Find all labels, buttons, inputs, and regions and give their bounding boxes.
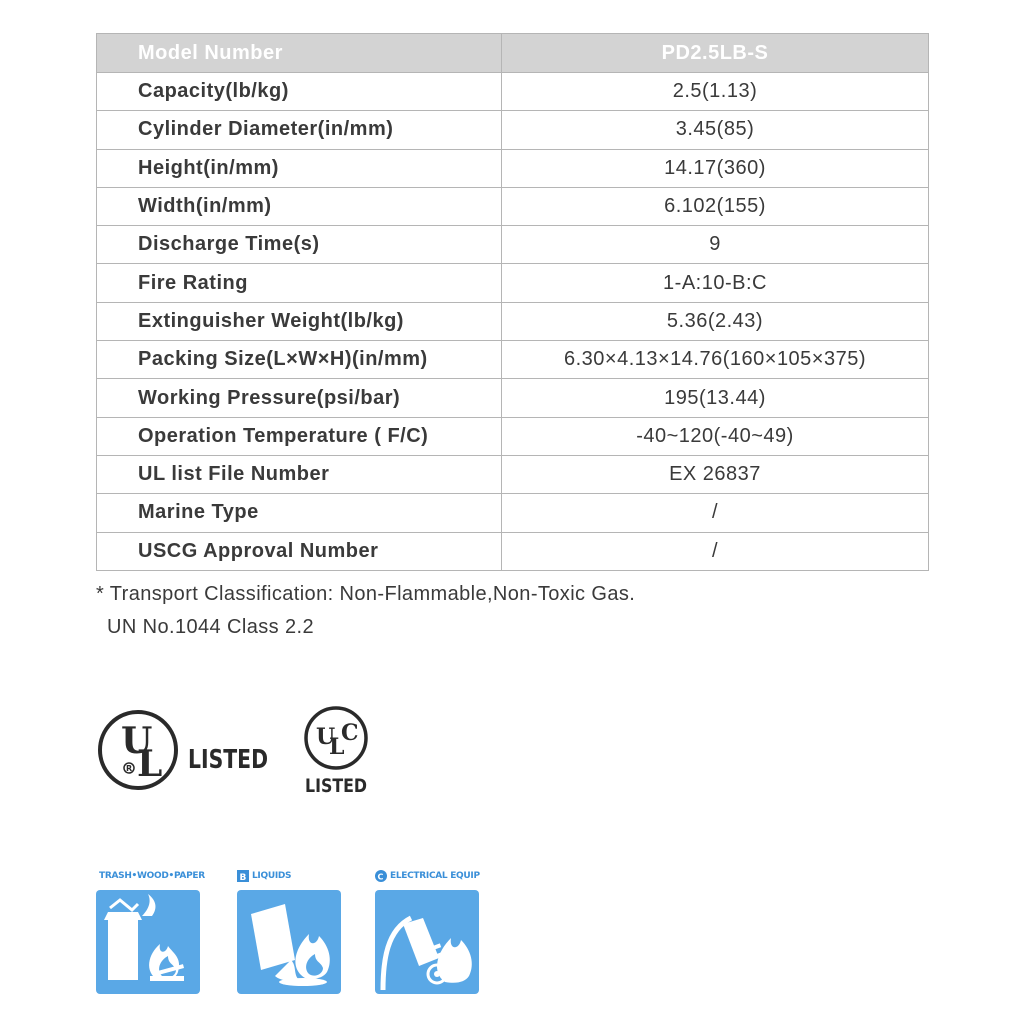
table-row	[97, 494, 929, 532]
row-label: Operation Temperature ( F/C)	[97, 417, 502, 455]
header-label: Model Number	[97, 34, 502, 73]
header-value: PD2.5LB-S	[502, 34, 929, 73]
svg-text:C: C	[341, 720, 359, 746]
fire-class-c-label: ELECTRICAL EQUIP	[390, 871, 480, 881]
row-label: Extinguisher Weight(lb/kg)	[97, 302, 502, 340]
table-row	[97, 73, 929, 111]
table-row	[97, 226, 929, 264]
table-row	[97, 264, 929, 302]
svg-text:LISTED: LISTED	[188, 745, 268, 775]
table-row	[97, 341, 929, 379]
transport-note	[96, 578, 635, 644]
trash-fire-icon	[96, 890, 200, 994]
table-row	[97, 455, 929, 493]
row-label: Discharge Time(s)	[97, 226, 502, 264]
row-label: Packing Size(L×W×H)(in/mm)	[97, 341, 502, 379]
svg-text:LISTED: LISTED	[305, 775, 367, 797]
row-label: Width(in/mm)	[97, 187, 502, 225]
fire-class-a-label: TRASH•WOOD•PAPER	[99, 871, 205, 881]
svg-text:L: L	[329, 734, 345, 760]
row-label: Cylinder Diameter(in/mm)	[97, 111, 502, 149]
table-row	[97, 111, 929, 149]
spec-table	[96, 33, 929, 571]
ulc-listed-logo	[300, 706, 374, 798]
row-label: Marine Type	[97, 494, 502, 532]
fire-class-a	[96, 868, 205, 994]
row-value: 6.102(155)	[502, 187, 929, 225]
row-value: 9	[502, 226, 929, 264]
row-label: Working Pressure(psi/bar)	[97, 379, 502, 417]
row-value: 195(13.44)	[502, 379, 929, 417]
row-value: 3.45(85)	[502, 111, 929, 149]
fire-class-b	[237, 868, 343, 994]
row-value: 14.17(360)	[502, 149, 929, 187]
svg-text:R: R	[126, 764, 133, 773]
svg-text:U: U	[121, 720, 153, 762]
row-value: /	[502, 494, 929, 532]
row-label: Capacity(lb/kg)	[97, 73, 502, 111]
table-header-row	[97, 34, 929, 73]
note-line-2: UN No.1044 Class 2.2	[107, 616, 314, 638]
row-label: UL list File Number	[97, 455, 502, 493]
circle-c-icon	[375, 870, 387, 882]
row-value: -40~120(-40~49)	[502, 417, 929, 455]
row-label: Height(in/mm)	[97, 149, 502, 187]
table-row	[97, 302, 929, 340]
row-value: 2.5(1.13)	[502, 73, 929, 111]
square-b-icon	[237, 870, 249, 882]
liquid-fire-icon	[237, 890, 341, 994]
row-value: /	[502, 532, 929, 570]
svg-text:C: C	[377, 872, 384, 882]
table-row	[97, 417, 929, 455]
fire-class-c	[375, 868, 481, 994]
svg-text:L: L	[137, 743, 163, 785]
svg-text:U: U	[316, 724, 336, 750]
row-label: USCG Approval Number	[97, 532, 502, 570]
row-value: 1-A:10-B:C	[502, 264, 929, 302]
fire-class-b-label: LIQUIDS	[252, 871, 292, 881]
table-row	[97, 149, 929, 187]
row-value: EX 26837	[502, 455, 929, 493]
row-label: Fire Rating	[97, 264, 502, 302]
row-value: 5.36(2.43)	[502, 302, 929, 340]
svg-text:B: B	[239, 873, 247, 882]
electrical-fire-icon	[375, 890, 479, 994]
table-row	[97, 532, 929, 570]
table-row	[97, 379, 929, 417]
note-line-1: * Transport Classification: Non-Flammable,Non-Toxic Gas.	[96, 583, 636, 605]
ul-listed-logo	[98, 708, 278, 792]
table-row	[97, 187, 929, 225]
row-value: 6.30×4.13×14.76(160×105×375)	[502, 341, 929, 379]
